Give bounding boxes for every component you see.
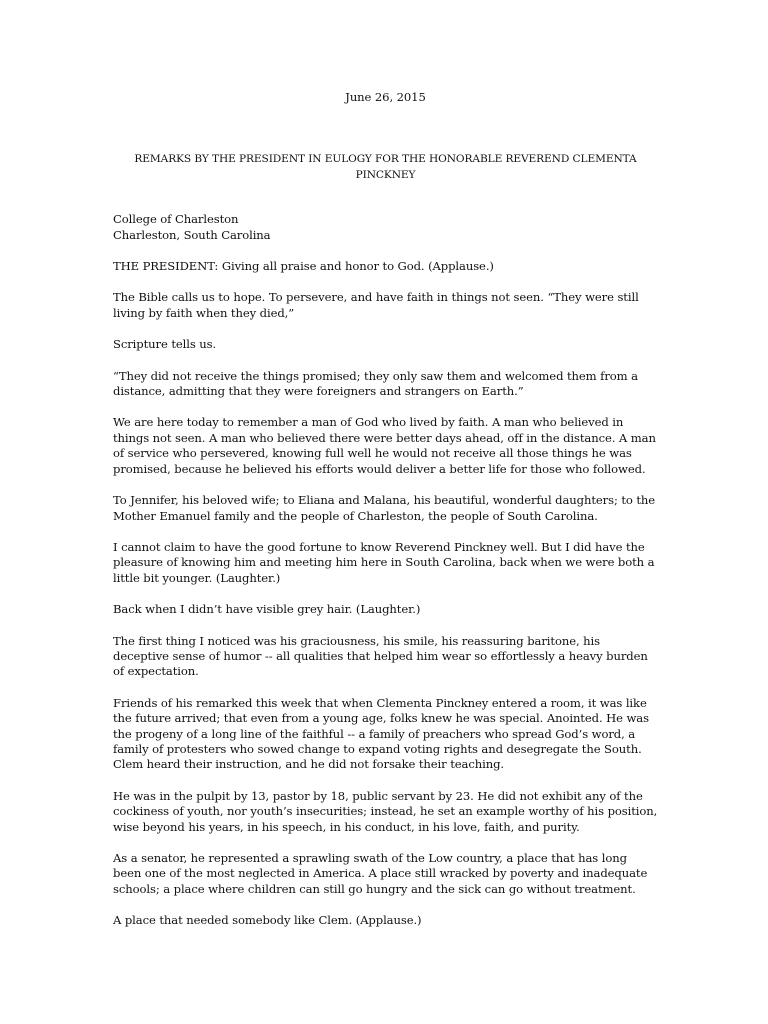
paragraph: We are here today to remember a man of God who lived by faith. A man who believed in things not seen. A man who believed there were better days ahead, off in the distance. A man of service who persevered, knowing full well he would not receive all those things he was promised, because he believed his efforts would deliver a better life for those who followed. [113, 415, 656, 476]
location-line-1: College of Charleston [113, 212, 239, 227]
location-block [113, 212, 658, 243]
location-line-2: Charleston, South Carolina [113, 227, 271, 242]
paragraph: Scripture tells us. [113, 337, 217, 352]
paragraph: I cannot claim to have the good fortune to know Reverend Pinckney well. But I did have the pleasure of knowing him and meeting him here in South Carolina, back when we were both a little bit younger. (Laughter.) [113, 539, 655, 585]
paragraph: He was in the pulpit by 13, pastor by 18, public servant by 23. He did not exhibit any of the cockiness of youth, nor youth’s insecurities; instead, he set an example worthy of his position, wise beyond his years, in his speech, in his conduct, in his love, faith, and purity. [113, 788, 658, 834]
paragraph: The Bible calls us to hope. To persevere, and have faith in things not seen. “They were still living by faith when they died,” [113, 290, 639, 320]
paragraph: THE PRESIDENT: Giving all praise and honor to God. (Applause.) [113, 259, 494, 274]
paragraph: A place that needed somebody like Clem. (Applause.) [113, 913, 422, 928]
document-title: REMARKS BY THE PRESIDENT IN EULOGY FOR THE HONORABLE REVEREND CLEMENTA PINCKNEY [134, 153, 637, 181]
paragraph: To Jennifer, his beloved wife; to Eliana and Malana, his beautiful, wonderful daughters; to the Mother Emanuel family and the people of Charleston, the people of South Carolina. [113, 493, 656, 523]
paragraph: The first thing I noticed was his graciousness, his smile, his reassuring baritone, his deceptive sense of humor -- all qualities that helped him wear so effortlessly a heavy burden of expectation. [113, 633, 648, 679]
document-body [113, 90, 658, 945]
paragraph: “They did not receive the things promised; they only saw them and welcomed them from a distance, admitting that they were foreigners and strangers on Earth.” [113, 368, 638, 399]
paragraph: Back when I didn’t have visible grey hair. (Laughter.) [113, 602, 421, 617]
paragraph: As a senator, he represented a sprawling swath of the Low country, a place that has long been one of the most neglected in America. A place still wracked by poverty and inadequate schools; a place where children can still go hungry and the sick can go without treatment. [113, 851, 648, 896]
paragraph: Friends of his remarked this week that when Clementa Pinckney entered a room, it was like the future arrived; that even from a young age, folks knew he was special. Anointed. He was the progeny of a long line of the faithful -- a family of preachers who spread God’s word, a family of protesters who sowed change to expand voting rights and desegregate the South. Clem heard their instruction, and he did not forsake their teaching. [113, 695, 649, 772]
document-date: June 26, 2015 [345, 90, 426, 104]
